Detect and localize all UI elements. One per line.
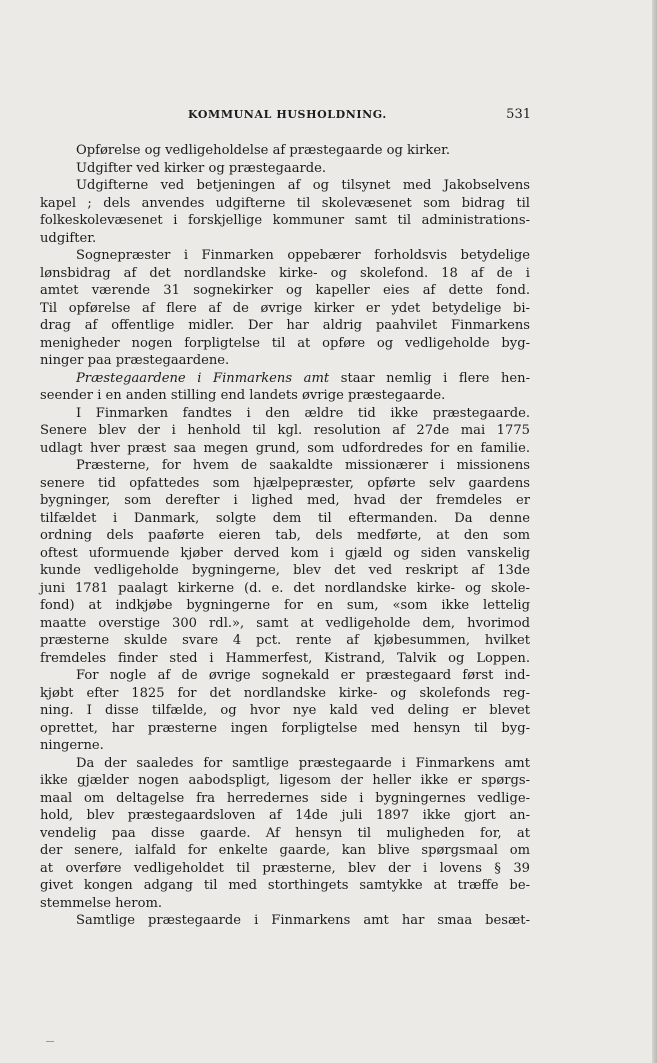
text-line: [40, 825, 530, 843]
text-line: [40, 160, 530, 178]
text-line: [40, 335, 530, 353]
text-line: [40, 230, 530, 248]
line-text: ninger paa præstegaardene.: [40, 353, 230, 368]
text-line: [40, 440, 530, 458]
text-line: [40, 265, 530, 283]
text-line: [40, 142, 530, 160]
text-line: [40, 545, 530, 563]
italic-phrase: Præstegaardene i Finmarkens amt: [76, 370, 330, 386]
text-line: [40, 772, 530, 790]
line-text: seender i en anden stilling end landets øvrige præstegaarde.: [40, 388, 446, 403]
line-text: udlagt hver præst saa megen grund, som udfordredes for en familie.: [40, 440, 530, 456]
line-text: Udgifter ved kirker og præstegaarde.: [76, 160, 327, 176]
text-line: [40, 755, 530, 773]
line-text: Til opførelse af flere af de øvrige kirker er ydet betydelige bi-: [40, 300, 530, 316]
text-line: [40, 527, 530, 545]
line-text: ningerne.: [40, 738, 104, 753]
text-line: [40, 212, 530, 230]
line-text: maal om deltagelse fra herredernes side i bygningernes vedlige-: [40, 790, 530, 806]
text-line: [40, 177, 530, 195]
line-text: kapel ; dels anvendes udgifterne til skolevæsenet som bidrag til: [40, 195, 530, 211]
line-text: oftest uformuende kjøber derved kom i gjæld og siden vanskelig: [40, 545, 530, 561]
text-line: [40, 317, 530, 335]
text-line: [40, 685, 530, 703]
line-text: fremdeles finder sted i Hammerfest, Kistrand, Talvik og Loppen.: [40, 650, 530, 666]
text-line: [40, 300, 530, 318]
line-text: Samtlige præstegaarde i Finmarkens amt har smaa besæt-: [76, 913, 530, 928]
text-line: [40, 247, 530, 265]
line-text: I Finmarken fandtes i den ældre tid ikke præstegaarde.: [76, 405, 530, 421]
page-header: [76, 108, 531, 126]
line-text: kjøbt efter 1825 for det nordlandske kirke- og skolefonds reg-: [40, 685, 530, 701]
line-text: senere tid opfattedes som hjælpepræster, opførte selv gaardens: [40, 475, 530, 491]
text-line: [40, 720, 530, 738]
line-text: hold, blev præstegaardsloven af 14de juli 1897 ikke gjort an-: [40, 808, 530, 823]
text-line: [40, 790, 530, 808]
text-line: [40, 405, 530, 423]
running-title: KOMMUNAL HUSHOLDNING.: [188, 108, 387, 121]
line-text: maatte overstige 300 rdl.», samt at vedligeholde dem, hvorimod: [40, 615, 530, 631]
text-line: [40, 352, 530, 370]
text-line: [40, 842, 530, 860]
text-line: [40, 195, 530, 213]
text-line: [40, 807, 530, 825]
line-text: bygninger, som derefter i lighed med, hvad der fremdeles er: [40, 493, 530, 508]
line-text: ning. I disse tilfælde, og hvor nye kald ved deling er blevet: [40, 703, 530, 718]
line-text: givet kongen adgang til med storthingets samtykke at træffe be-: [40, 878, 530, 893]
line-text: udgifter.: [40, 230, 97, 246]
text-line: [40, 597, 530, 615]
scan-mark: [46, 1041, 54, 1042]
text-line: [40, 860, 530, 878]
line-text: lønsbidrag af det nordlandske kirke- og skolefond. 18 af de i: [40, 265, 530, 281]
text-line: [40, 650, 530, 668]
page-edge: [652, 0, 657, 1063]
text-line: [40, 422, 530, 440]
line-text: ikke gjælder nogen aabodspligt, ligesom der heller ikke er spørgs-: [40, 773, 530, 788]
text-line: [40, 580, 530, 598]
line-text: For nogle af de øvrige sognekald er præstegaard først ind-: [76, 668, 530, 683]
page-number: 531: [506, 107, 531, 122]
line-text: Præsterne, for hvem de saakaldte missionærer i missionens: [76, 458, 530, 473]
line-text: folkeskolevæsenet i forskjellige kommuner samt til administrations-: [40, 213, 530, 228]
line-text: ordning dels paaførte eieren tab, dels medførte, at den som: [40, 528, 530, 543]
text-line: [40, 895, 530, 913]
line-text: menigheder nogen forpligtelse til at opføre og vedligeholde byg-: [40, 335, 530, 351]
text-line: [40, 667, 530, 685]
line-text: Senere blev der i henhold til kgl. resolution af 27de mai 1775: [40, 423, 530, 438]
text-line: [40, 510, 530, 528]
text-line: [40, 370, 530, 388]
line-text: stemmelse herom.: [40, 895, 163, 911]
line-text: drag af offentlige midler. Der har aldrig paahvilet Finmarkens: [40, 318, 530, 333]
line-text: Da der saaledes for samtlige præstegaarde i Finmarkens amt: [76, 755, 530, 771]
line-text: Sognepræster i Finmarken oppebærer forholdsvis betydelige: [76, 248, 530, 263]
line-text: tilfældet i Danmark, solgte dem til eftermanden. Da denne: [40, 510, 530, 526]
line-text: amtet værende 31 sognekirker og kapeller eies af dette fond.: [40, 283, 530, 298]
text-line: [40, 282, 530, 300]
line-text: at overføre vedligeholdet til præsterne, blev der i lovens § 39: [40, 860, 530, 876]
line-text: vendelig paa disse gaarde. Af hensyn til muligheden for, at: [40, 825, 530, 841]
line-text: kunde vedligeholde bygningerne, blev det ved reskript af 13de: [40, 563, 530, 578]
line-text: fond) at indkjøbe bygningerne for en sum, «som ikke lettelig: [40, 598, 530, 613]
line-text: Opførelse og vedligeholdelse af præstegaarde og kirker.: [76, 143, 451, 158]
text-line: [40, 632, 530, 650]
line-text: præsterne skulde svare 4 pct. rente af kjøbesummen, hvilket: [40, 633, 530, 648]
line-text: juni 1781 paalagt kirkerne (d. e. det nordlandske kirke- og skole-: [40, 580, 530, 596]
text-line: [40, 562, 530, 580]
text-line: [40, 615, 530, 633]
line-text: oprettet, har præsterne ingen forpligtelse med hensyn til byg-: [40, 720, 530, 736]
text-line: [40, 457, 530, 475]
line-text: staar nemlig i flere hen-: [329, 370, 530, 386]
text-line: [40, 387, 530, 405]
text-line: [40, 702, 530, 720]
body-text: [40, 142, 530, 930]
text-line: [40, 737, 530, 755]
text-line: [40, 912, 530, 930]
line-text: Udgifterne ved betjeningen af og tilsynet med Jakobselvens: [76, 178, 530, 193]
text-line: [40, 877, 530, 895]
line-text: der senere, ialfald for enkelte gaarde, kan blive spørgsmaal om: [40, 843, 530, 858]
text-line: [40, 475, 530, 493]
text-line: [40, 492, 530, 510]
